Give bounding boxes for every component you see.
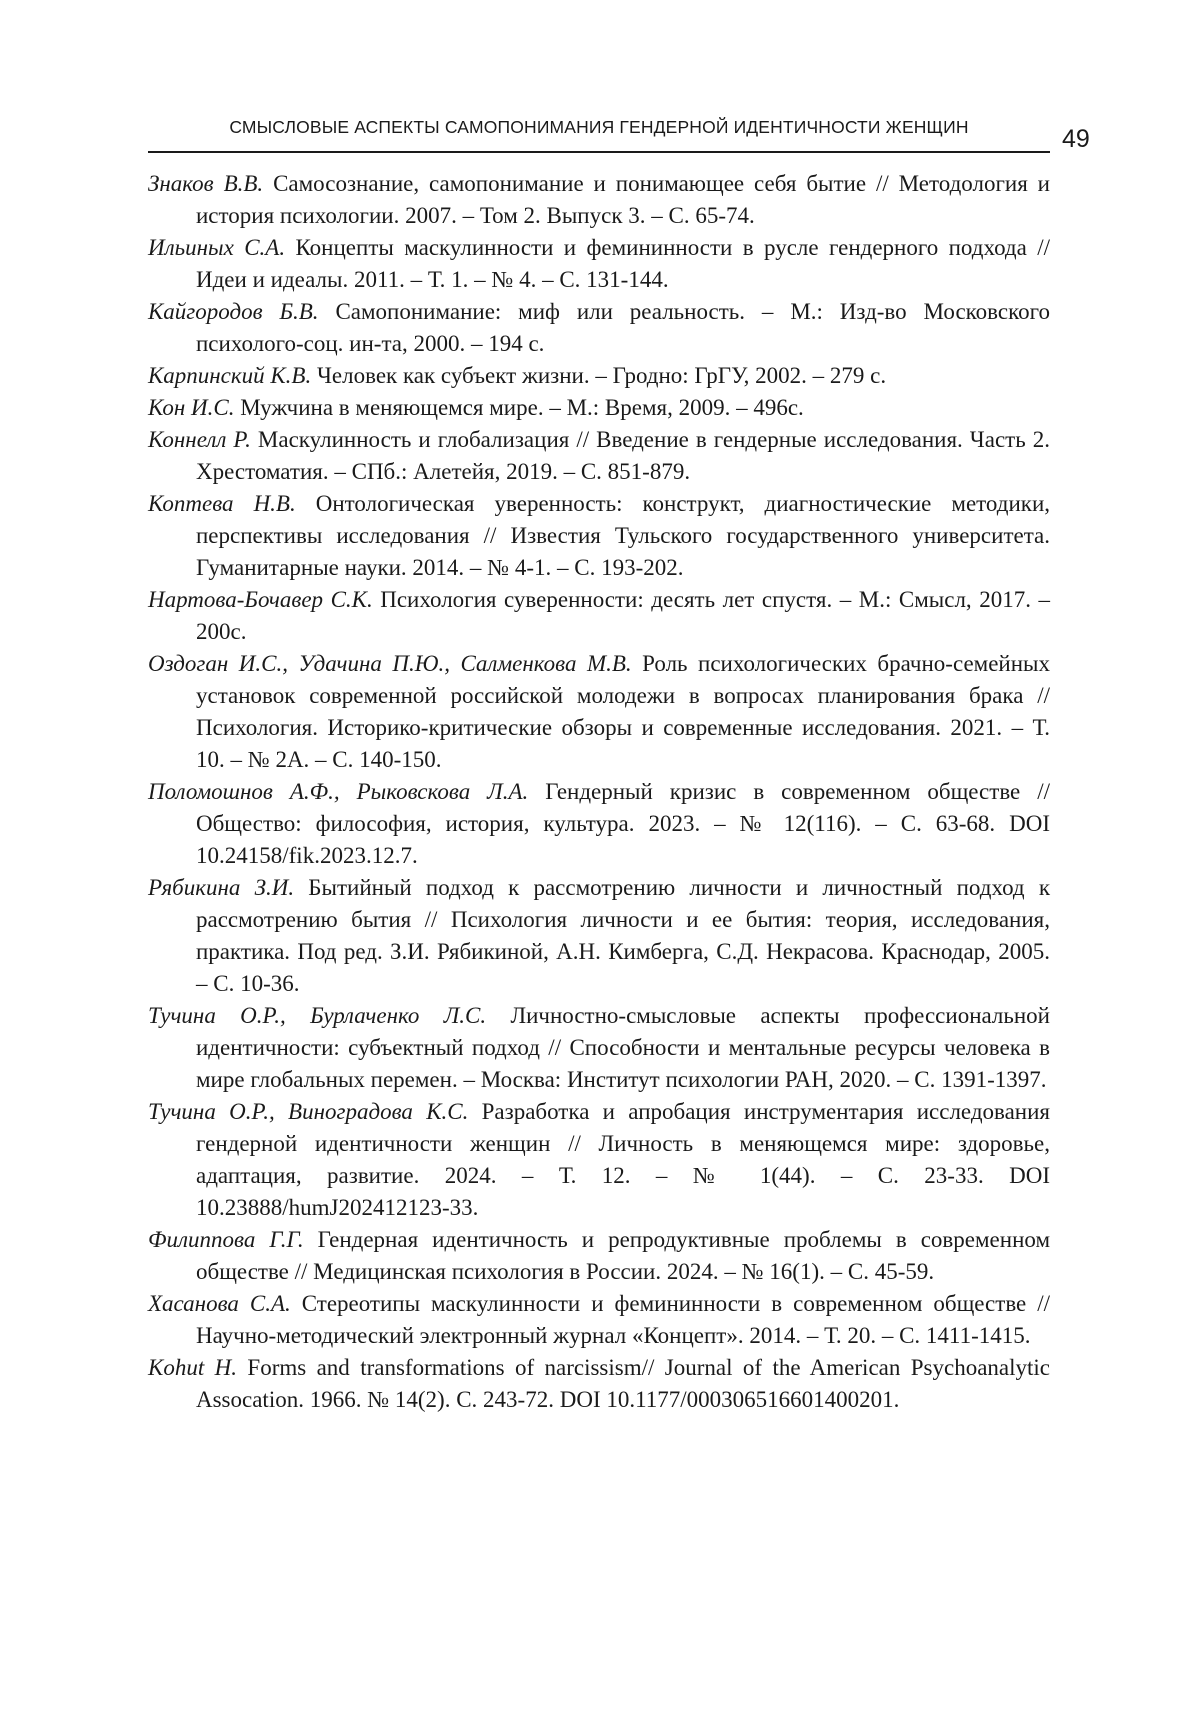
page-header xyxy=(148,116,1050,156)
reference-item xyxy=(148,1096,1050,1224)
reference-item xyxy=(148,360,1050,392)
reference-text: Forms and transformations of narcissism// Journal of the American Psychoanalytic Assocation. 1966. № 14(2). С. 243-72. DOI 10.1177/000306516601400201. xyxy=(196,1355,1051,1412)
reference-authors: Кон И.С. xyxy=(148,395,235,420)
reference-text: Маскулинность и глобализация // Введение в гендерные исследования. Часть 2. Хрестоматия. – СПб.: Алетейя, 2019. – С. 851-879. xyxy=(196,427,1050,484)
reference-item xyxy=(148,1288,1050,1352)
reference-text: Личностно-смысловые аспекты профессиональной идентичности: субъектный подход // Способности и ментальные ресурсы человека в мире глобальных перемен. – Москва: Институт психологии РАН, 2020. – С. 1391-1397. xyxy=(196,1003,1050,1092)
reference-item xyxy=(148,488,1050,584)
reference-authors: Тучина О.Р., Виноградова К.С. xyxy=(148,1099,469,1124)
reference-text: Разработка и апробация инструментария исследования гендерной идентичности женщин // Личность в меняющемся мире: здоровье, адаптация, развитие. 2024. – Т. 12. – № 1(44). – С. 23-33. DOI 10.23888/humJ202412123-33. xyxy=(196,1099,1051,1220)
reference-item xyxy=(148,584,1050,648)
reference-item xyxy=(148,424,1050,488)
reference-text: Бытийный подход к рассмотрению личности и личностный подход к рассмотрению бытия // Психология личности и ее бытия: теория, исследования, практика. Под ред. З.И. Рябикиной, А.Н. Кимберга, С.Д. Некрасова. Краснодар, 2005. – С. 10-36. xyxy=(196,875,1051,996)
reference-text: Гендерный кризис в современном обществе // Общество: философия, история, культура. 2023. – № 12(116). – С. 63-68. DOI 10.24158/fik.2023.12.7. xyxy=(196,779,1050,868)
reference-authors: Рябикина З.И. xyxy=(148,875,295,900)
reference-item xyxy=(148,392,1050,424)
reference-item xyxy=(148,1000,1050,1096)
reference-authors: Коннелл Р. xyxy=(148,427,251,452)
reference-text: Стереотипы маскулинности и фемининности в современном обществе // Научно-методический электронный журнал «Концепт». 2014. – Т. 20. – С. 1411-1415. xyxy=(196,1291,1050,1348)
reference-authors: Хасанова С.А. xyxy=(148,1291,291,1316)
reference-authors: Нартова-Бочавер С.К. xyxy=(148,587,373,612)
running-title: СМЫСЛОВЫЕ АСПЕКТЫ САМОПОНИМАНИЯ ГЕНДЕРНОЙ ИДЕНТИЧНОСТИ ЖЕНЩИН xyxy=(229,117,969,137)
reference-authors: Знаков В.В. xyxy=(148,171,264,196)
reference-authors: Kohut H. xyxy=(148,1355,237,1380)
reference-authors: Карпинский К.В. xyxy=(148,363,312,388)
reference-text: Человек как субъект жизни. – Гродно: ГрГУ, 2002. – 279 с. xyxy=(311,363,887,388)
reference-authors: Оздоган И.С., Удачина П.Ю., Салменкова М.В. xyxy=(148,651,632,676)
reference-text: Роль психологических брачно-семейных установок современной российской молодежи в вопросах планирования брака //Психология. Историко-критические обзоры и современные исследования. 2021. – Т. 10. – № 2А. – С. 140-150. xyxy=(196,651,1050,772)
reference-authors: Кайгородов Б.В. xyxy=(148,299,319,324)
reference-item xyxy=(148,1224,1050,1288)
reference-text: Мужчина в меняющемся мире. – М.: Время, 2009. – 496с. xyxy=(234,395,804,420)
reference-text: Концепты маскулинности и фемининности в русле гендерного подхода // Идеи и идеалы. 2011. – Т. 1. – № 4. – С. 131-144. xyxy=(196,235,1050,292)
reference-text: Самопонимание: миф или реальность. – М.: Изд-во Московского психолого-соц. ин-та, 2000. – 194 с. xyxy=(196,299,1050,356)
reference-authors: Поломошнов А.Ф., Рыковскова Л.А. xyxy=(148,779,529,804)
reference-authors: Тучина О.Р., Бурлаченко Л.С. xyxy=(148,1003,487,1028)
reference-authors: Филиппова Г.Г. xyxy=(148,1227,304,1252)
reference-item xyxy=(148,296,1050,360)
header-rule xyxy=(148,151,1050,153)
reference-item xyxy=(148,648,1050,776)
reference-item xyxy=(148,872,1050,1000)
reference-text: Самосознание, самопонимание и понимающее себя бытие // Методология и история психологии. 2007. – Том 2. Выпуск 3. – С. 65-74. xyxy=(196,171,1050,228)
page-number: 49 xyxy=(1062,125,1090,153)
reference-text: Онтологическая уверенность: конструкт, диагностические методики, перспективы исследования // Известия Тульского государственного университета. Гуманитарные науки. 2014. – № 4-1. – С. 193-202. xyxy=(196,491,1051,580)
reference-item xyxy=(148,168,1050,232)
reference-authors: Ильиных С.А. xyxy=(148,235,286,260)
reference-text: Психология суверенности: десять лет спустя. – М.: Смысл, 2017. – 200с. xyxy=(196,587,1051,644)
reference-text: Гендерная идентичность и репродуктивные проблемы в современном обществе // Медицинская психология в России. 2024. – № 16(1). – С. 45-59. xyxy=(196,1227,1050,1284)
reference-item xyxy=(148,1352,1050,1416)
reference-list xyxy=(148,168,1050,1416)
reference-item xyxy=(148,232,1050,296)
reference-item xyxy=(148,776,1050,872)
reference-authors: Коптева Н.В. xyxy=(148,491,296,516)
